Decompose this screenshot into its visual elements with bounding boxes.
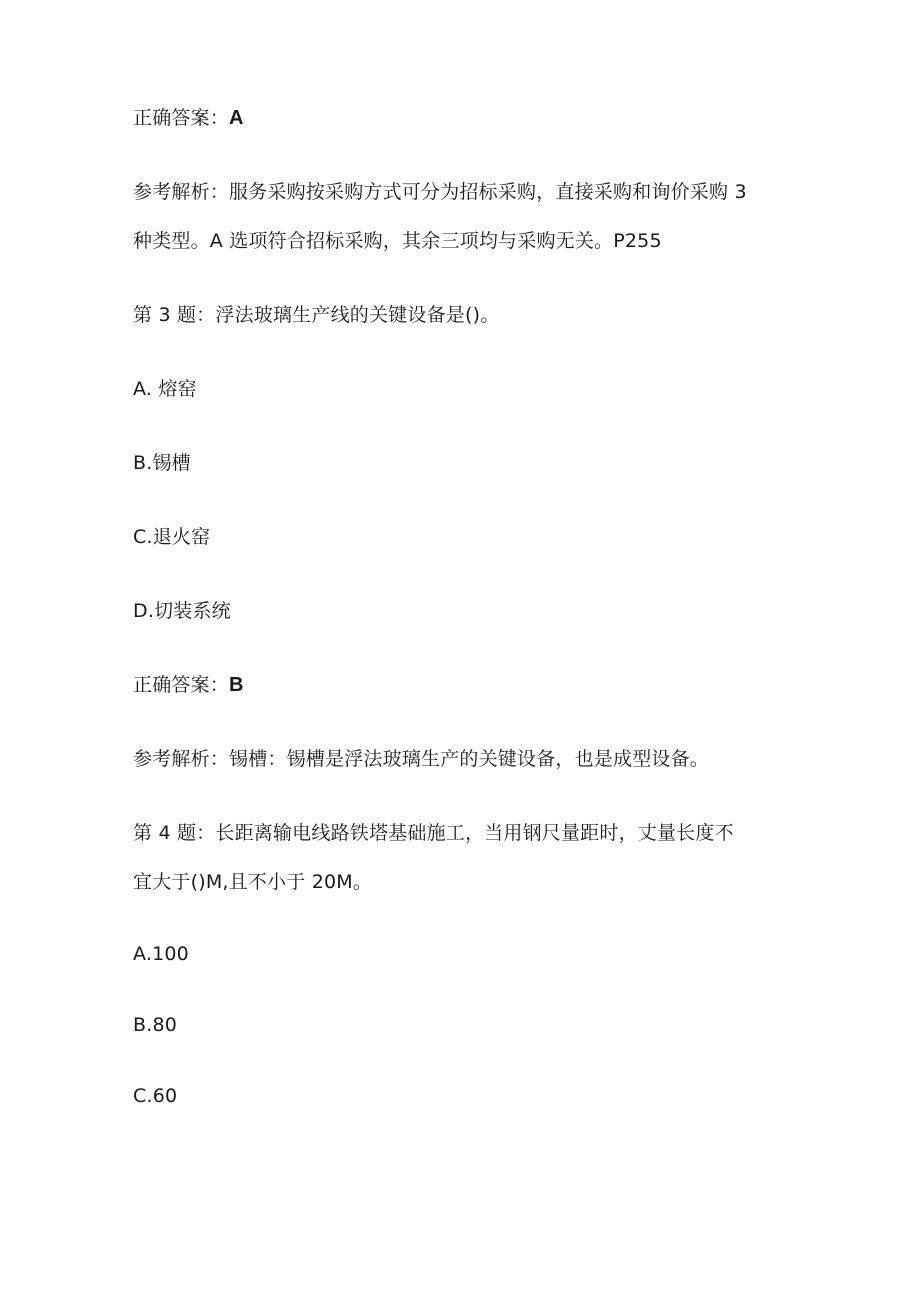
q3-option-c: C.退火窑 [133, 526, 211, 548]
q3-option-d: D.切装系统 [133, 600, 231, 622]
q3-analysis: 参考解析：锡槽：锡槽是浮法玻璃生产的关键设备，也是成型设备。 [133, 748, 710, 770]
q3-answer-line [133, 673, 244, 697]
q2-analysis-line-2: 种类型。A 选项符合招标采购，其余三项均与采购无关。P255 [133, 230, 662, 252]
answer-value: B [229, 674, 244, 696]
answer-label: 正确答案： [133, 674, 230, 696]
q4-option-c: C.60 [133, 1085, 178, 1107]
q4-option-a: A.100 [133, 943, 189, 965]
q2-analysis-line-1: 参考解析：服务采购按采购方式可分为招标采购，直接采购和询价采购 3 [133, 181, 747, 203]
answer-value: A [229, 107, 244, 129]
q2-answer-line [133, 106, 244, 130]
q3-option-a: A. 熔窑 [133, 378, 197, 400]
q3-question: 第 3 题：浮法玻璃生产线的关键设备是()。 [133, 304, 500, 326]
answer-label: 正确答案： [133, 107, 230, 129]
q4-question-line-1: 第 4 题：长距离输电线路铁塔基础施工，当用钢尺量距时，丈量长度不 [133, 822, 734, 844]
q4-option-b: B.80 [133, 1014, 178, 1036]
q3-option-b: B.锡槽 [133, 452, 191, 474]
q4-question-line-2: 宜大于()M,且不小于 20M。 [133, 871, 373, 893]
